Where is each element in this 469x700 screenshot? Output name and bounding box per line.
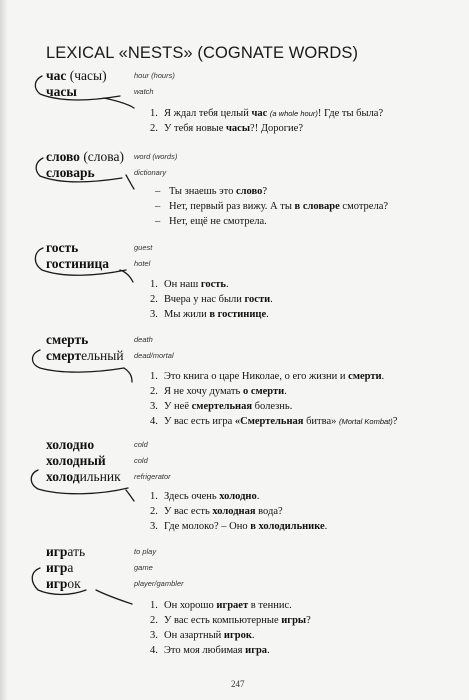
sentence-text: ?	[306, 615, 311, 626]
sentence-text: У тебя новые	[164, 123, 227, 134]
inline-gloss: (a whole hour)	[269, 109, 318, 118]
word-entry: холодно	[46, 437, 95, 452]
arrow-line	[120, 270, 133, 282]
example-sentence	[150, 371, 384, 382]
sentence-text: Нет, ещё не смотрела.	[169, 216, 267, 227]
sentence-text: ! Где ты была?	[317, 108, 384, 119]
word-gloss: refrigerator	[134, 472, 171, 481]
example-sentence	[155, 216, 267, 227]
example-sentence	[150, 600, 292, 611]
sentence-text: .	[284, 386, 287, 397]
example-sentence	[155, 186, 267, 197]
highlighted-word: в холодильнике	[250, 521, 325, 532]
sentence-text: Где молоко? – Оно	[164, 521, 251, 532]
word-gloss: guest	[134, 243, 153, 252]
word-entry: холодильник	[46, 469, 121, 484]
page-title: LEXICAL «NESTS» (COGNATE WORDS)	[46, 44, 359, 62]
highlighted-word: гость	[200, 279, 226, 290]
example-number: –	[155, 201, 161, 212]
sentence-text: Он наш	[164, 279, 201, 290]
example-sentence	[150, 108, 383, 119]
sentence-text: .	[324, 521, 328, 532]
word-entry: словарь	[46, 165, 95, 180]
highlighted-word: смерти	[348, 371, 382, 382]
example-sentence	[150, 491, 259, 502]
word-entry: смерть	[46, 332, 89, 347]
example-number: –	[155, 186, 161, 197]
sentence-text: .	[381, 371, 385, 382]
example-sentence	[150, 294, 273, 305]
example-number: 4.	[150, 645, 158, 656]
word-entry: гостиница	[46, 256, 110, 271]
word-entry: часы	[46, 84, 77, 99]
word-gloss: hour (hours)	[134, 71, 175, 80]
highlighted-word: «Смертельная	[234, 416, 304, 427]
word-gloss: watch	[134, 87, 154, 96]
highlighted-word: играет	[216, 600, 249, 611]
arrow-line	[96, 590, 132, 604]
word-entry: час (часы)	[46, 68, 107, 83]
highlighted-word: холодно	[219, 491, 257, 502]
sentence-text: в теннис.	[248, 600, 292, 611]
example-sentence	[150, 279, 229, 290]
example-number: 3.	[150, 401, 158, 412]
sentence-text: Нет, первый раз вижу. А ты	[169, 201, 295, 212]
sentence-text: ?	[392, 416, 398, 427]
highlighted-word: игрок	[223, 630, 252, 641]
sentence-text: Он хорошо	[164, 600, 217, 611]
example-sentence	[150, 123, 303, 134]
word-gloss: death	[134, 335, 153, 344]
sentence-text: .	[256, 491, 260, 502]
sentence-text: .	[270, 294, 273, 305]
word-gloss: hotel	[134, 259, 151, 268]
example-number: 2.	[150, 294, 158, 305]
arrow-line	[124, 368, 132, 382]
highlighted-word: в гостинице	[209, 309, 267, 320]
sentence-text: битва»	[303, 416, 339, 427]
example-sentence	[150, 645, 270, 656]
highlighted-word: гости	[244, 294, 271, 305]
example-number: 2.	[150, 386, 158, 397]
sentence-text: ?	[262, 186, 268, 197]
highlighted-word: игры	[281, 615, 307, 626]
example-sentence	[150, 630, 255, 641]
sentence-text: Я ждал тебя целый	[164, 108, 252, 119]
word-gloss: to play	[134, 547, 157, 556]
highlighted-word: час	[251, 108, 268, 119]
word-entry: играть	[46, 544, 86, 559]
example-sentence	[150, 401, 292, 412]
example-sentence	[155, 201, 388, 212]
example-number: 3.	[150, 521, 158, 532]
arrow-line	[126, 175, 134, 189]
example-number: 3.	[150, 309, 158, 320]
sentence-text: .	[267, 645, 270, 656]
sentence-text: У вас есть компьютерные	[164, 615, 282, 626]
sentence-text: Это моя любимая	[164, 645, 246, 656]
highlighted-word: в словаре	[294, 201, 340, 212]
sentence-text: Он азартный	[164, 630, 224, 641]
sentence-text: .	[266, 309, 269, 320]
example-number: 1.	[150, 108, 158, 119]
word-gloss: dictionary	[134, 168, 167, 177]
sentence-text: ?! Дорогие?	[250, 123, 303, 134]
sentence-text: Вчера у нас были	[164, 294, 245, 305]
arrow-line	[104, 98, 134, 108]
sentence-text: вода?	[255, 506, 283, 517]
sentence-text: .	[225, 279, 229, 290]
example-number: 2.	[150, 615, 158, 626]
sentence-text: Я не хочу думать	[164, 386, 243, 397]
highlighted-word: слово	[236, 186, 263, 197]
highlighted-word: часы	[226, 123, 251, 134]
example-sentence	[150, 615, 311, 626]
word-gloss: game	[134, 563, 153, 572]
sentence-text: У вас есть игра	[164, 416, 235, 427]
arrow-line	[126, 490, 134, 501]
highlighted-word: игра	[245, 645, 268, 656]
example-number: 1.	[150, 371, 158, 382]
example-number: 1.	[150, 600, 158, 611]
word-entry: смертельный	[46, 348, 124, 363]
sentence-text: Ты знаешь это	[169, 186, 236, 197]
page-number: 247	[231, 679, 245, 689]
highlighted-word: холодная	[212, 506, 256, 517]
sentence-text: .	[251, 630, 255, 641]
inline-gloss: (Mortal Kombat)	[339, 417, 393, 426]
word-entry: игрок	[46, 576, 81, 591]
word-entry: гость	[46, 240, 79, 255]
example-sentence	[150, 309, 269, 320]
example-number: 4.	[150, 416, 158, 427]
example-sentence	[150, 416, 397, 427]
word-gloss: word (words)	[134, 152, 178, 161]
example-number: 2.	[150, 123, 158, 134]
example-sentence	[150, 386, 287, 397]
example-sentence	[150, 521, 327, 532]
word-entry: игра	[46, 560, 74, 575]
example-sentence	[150, 506, 283, 517]
sentence-text: Это книга о царе Николае, о его жизни и	[164, 371, 349, 382]
sentence-text: У неё	[164, 401, 192, 412]
highlighted-word: смертельная	[191, 401, 253, 412]
sentence-text: Здесь очень	[164, 491, 220, 502]
sentence-text: У вас есть	[164, 506, 213, 517]
example-number: 3.	[150, 630, 158, 641]
word-entry: слово (слова)	[46, 149, 124, 164]
example-number: 1.	[150, 279, 158, 290]
example-number: 1.	[150, 491, 158, 502]
word-gloss: dead/mortal	[134, 351, 174, 360]
word-gloss: cold	[134, 440, 148, 449]
word-gloss: cold	[134, 456, 148, 465]
example-number: –	[155, 216, 161, 227]
sentence-text: смотрела?	[339, 201, 389, 212]
word-gloss: player/gambler	[134, 579, 184, 588]
word-entry: холодный	[46, 453, 106, 468]
highlighted-word: о смерти	[242, 386, 285, 397]
sentence-text: Мы жили	[164, 309, 210, 320]
example-number: 2.	[150, 506, 158, 517]
sentence-text: болезнь.	[252, 401, 293, 412]
